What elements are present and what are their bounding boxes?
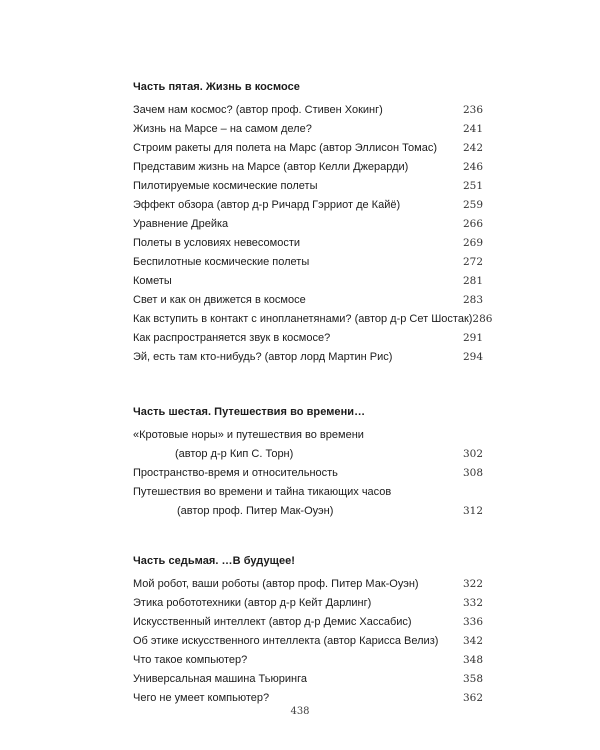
entry-page: 294 — [462, 351, 483, 363]
toc-entry[interactable] — [133, 120, 483, 139]
entry-title: Об этике искусственного интеллекта (автор Карисса Велиз) — [133, 635, 439, 647]
toc-entry[interactable] — [133, 670, 483, 689]
entry-title: Универсальная машина Тьюринга — [133, 673, 307, 685]
entry-title: Представим жизнь на Марсе (автор Келли Джерарди) — [133, 161, 409, 173]
entry-title: Строим ракеты для полета на Марс (автор Эллисон Томас) — [133, 142, 437, 154]
entry-page: 236 — [462, 104, 483, 116]
entry-page: 302 — [462, 448, 483, 460]
section-part-six — [133, 403, 483, 521]
section-part-seven — [133, 552, 483, 708]
entry-title: Беспилотные космические полеты — [133, 256, 310, 268]
toc-entry[interactable] — [133, 196, 483, 215]
section-title: Часть шестая. Путешествия во времени… — [133, 406, 366, 418]
entry-page: 308 — [462, 467, 483, 479]
section-part-five — [133, 78, 493, 367]
entry-title: Как вступить в контакт с инопланетянами? (автор д-р Сет Шостак) — [133, 313, 473, 325]
toc-entry[interactable] — [133, 575, 483, 594]
entry-page: 281 — [462, 275, 483, 287]
toc-entry[interactable] — [133, 464, 483, 483]
entry-page: 348 — [462, 654, 483, 666]
toc-entry[interactable] — [133, 139, 483, 158]
entry-page: 251 — [462, 180, 483, 192]
toc-entry[interactable] — [133, 348, 483, 367]
entry-title: Пространство-время и относительность — [133, 467, 338, 479]
entry-title: Путешествия во времени и тайна тикающих часов — [133, 486, 392, 498]
entry-author: (автор проф. Питер Мак-Оуэн) — [177, 505, 334, 517]
entry-title: Зачем нам космос? (автор проф. Стивен Хокинг) — [133, 104, 383, 116]
entry-page: 322 — [462, 578, 483, 590]
entry-title: «Кротовые норы» и путешествия во времени — [133, 429, 364, 441]
toc-entry[interactable] — [133, 632, 483, 651]
entry-page: 342 — [462, 635, 483, 647]
toc-entry-line[interactable] — [133, 426, 483, 445]
entry-author: (автор д-р Кип С. Торн) — [175, 448, 294, 460]
entry-page: 312 — [462, 505, 483, 517]
section-title: Часть седьмая. …В будущее! — [133, 555, 295, 567]
toc-entry[interactable] — [133, 253, 483, 272]
table-of-contents — [133, 78, 493, 744]
entry-title: Как распространяется звук в космосе? — [133, 332, 331, 344]
toc-entry[interactable] — [133, 445, 483, 464]
entry-page: 291 — [462, 332, 483, 344]
toc-entry-line[interactable] — [133, 483, 483, 502]
entry-page: 336 — [462, 616, 483, 628]
toc-entry[interactable] — [133, 502, 483, 521]
toc-entry[interactable] — [133, 177, 483, 196]
page-number: 438 — [290, 706, 310, 717]
entry-title: Полеты в условиях невесомости — [133, 237, 301, 249]
toc-entry[interactable] — [133, 234, 483, 253]
entry-title: Кометы — [133, 275, 172, 287]
toc-entry[interactable] — [133, 215, 483, 234]
entry-page: 362 — [462, 692, 483, 704]
entry-page: 269 — [462, 237, 483, 249]
entry-page: 242 — [462, 142, 483, 154]
toc-entry[interactable] — [133, 291, 483, 310]
entry-title: Этика робототехники (автор д-р Кейт Дарлинг) — [133, 597, 372, 609]
entry-title: Искусственный интеллект (автор д-р Демис Хассабис) — [133, 616, 412, 628]
toc-entry[interactable] — [133, 272, 483, 291]
entry-title: Пилотируемые космические полеты — [133, 180, 318, 192]
toc-entry[interactable] — [133, 594, 483, 613]
entry-title: Чего не умеет компьютер? — [133, 692, 270, 704]
toc-entry[interactable] — [133, 613, 483, 632]
toc-entry[interactable] — [133, 158, 483, 177]
entry-title: Мой робот, ваши роботы (автор проф. Питер Мак-Оуэн) — [133, 578, 419, 590]
entry-title: Свет и как он движется в космосе — [133, 294, 306, 306]
entry-page: 332 — [462, 597, 483, 609]
entry-title: Эй, есть там кто-нибудь? (автор лорд Мартин Рис) — [133, 351, 393, 363]
entry-title: Эффект обзора (автор д-р Ричард Гэрриот де Кайё) — [133, 199, 401, 211]
entry-title: Уравнение Дрейка — [133, 218, 229, 230]
entry-page: 286 — [472, 313, 493, 325]
entry-page: 272 — [462, 256, 483, 268]
toc-entry[interactable] — [133, 101, 483, 120]
entry-page: 259 — [462, 199, 483, 211]
toc-entry[interactable] — [133, 329, 483, 348]
entry-page: 266 — [462, 218, 483, 230]
entry-title: Что такое компьютер? — [133, 654, 248, 666]
entry-page: 358 — [462, 673, 483, 685]
entry-page: 283 — [462, 294, 483, 306]
toc-entry[interactable] — [133, 310, 493, 329]
section-title: Часть пятая. Жизнь в космосе — [133, 81, 300, 93]
toc-entry[interactable] — [133, 651, 483, 670]
entry-page: 246 — [462, 161, 483, 173]
entry-page: 241 — [462, 123, 483, 135]
entry-title: Жизнь на Марсе – на самом деле? — [133, 123, 312, 135]
